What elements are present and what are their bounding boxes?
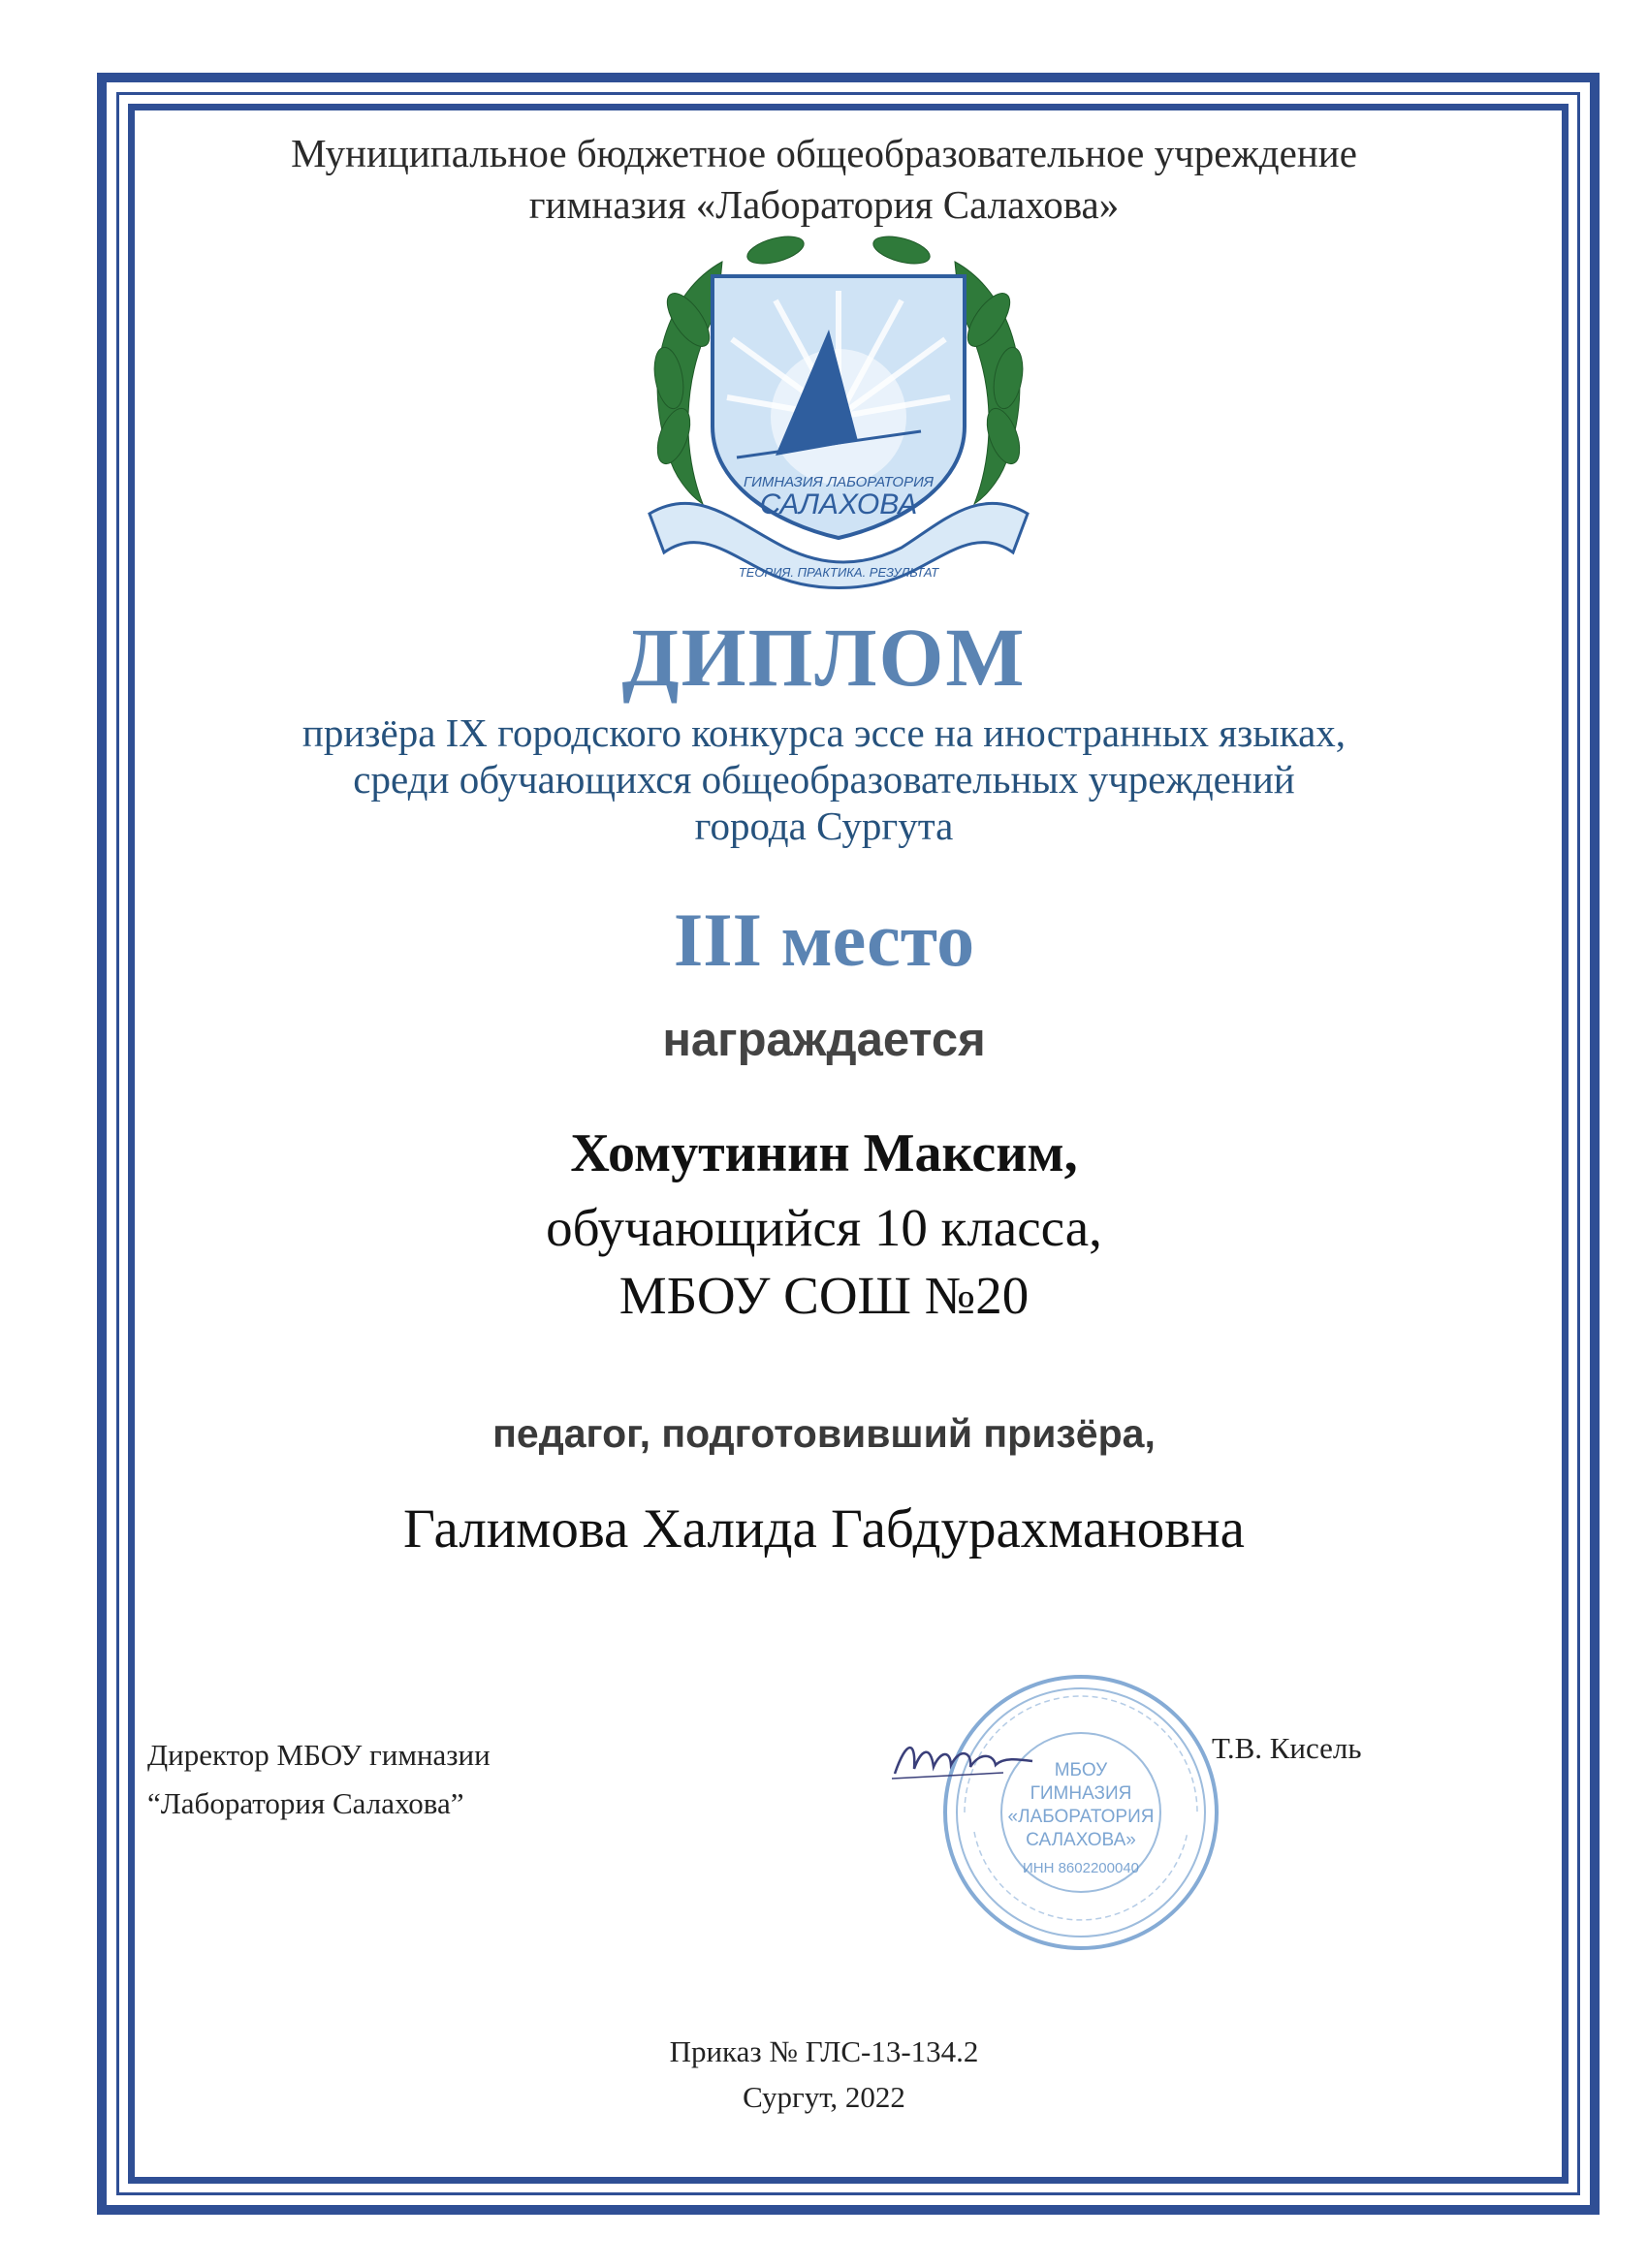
stamp-line-3: «ЛАБОРАТОРИЯ [1007,1807,1155,1827]
subtitle-line-2: среди обучающихся общеобразовательных учреждений [353,757,1295,802]
diploma-title: ДИПЛОМ [621,611,1027,704]
diploma-subtitle [0,709,1648,849]
emblem-name-main: САЛАХОВА [759,488,918,520]
recipient-name: Хомутинин Максим, [570,1123,1078,1183]
awarded-caption: награждается [662,1014,986,1066]
recipient-grade: обучающийся 10 класса, [546,1198,1102,1257]
teacher-name: Галимова Халида Габдурахмановна [403,1498,1245,1559]
award-place: III место [673,898,975,982]
gymnasium-emblem-logo [630,233,1047,601]
stamp-line-2: ГИМНАЗИЯ [1030,1783,1132,1804]
organization-line-2: гимназия «Лаборатория Салахова» [528,182,1120,227]
director-title-line-2: “Лаборатория Салахова” [147,1786,464,1820]
director-name: Т.В. Кисель [1212,1731,1362,1765]
organization-header [0,128,1648,231]
subtitle-line-3: города Сургута [694,803,954,848]
stamp-line-4: САЛАХОВА» [1026,1830,1136,1850]
recipient-school: МБОУ СОШ №20 [618,1266,1030,1325]
recipient-details [0,1194,1648,1330]
organization-line-1: Муниципальное бюджетное общеобразовательное учреждение [291,131,1357,175]
director-signature [887,1730,1042,1788]
subtitle-line-1: призёра IX городского конкурса эссе на иностранных языках, [301,710,1347,755]
teacher-caption: педагог, подготовивший призёра, [492,1411,1156,1456]
stamp-line-1: МБОУ [1054,1760,1108,1780]
director-title-line-1: Директор МБОУ гимназии [147,1738,491,1772]
order-number: Приказ № ГЛС-13-134.2 [669,2034,979,2068]
official-round-stamp [935,1667,1226,1958]
emblem-name-top: ГИМНАЗИЯ ЛАБОРАТОРИЯ [743,474,935,490]
stamp-inn: ИНН 8602200040 [1022,1860,1140,1876]
place-and-year: Сургут, 2022 [743,2080,905,2114]
director-title [147,1731,491,1828]
emblem-motto: ТЕОРИЯ. ПРАКТИКА. РЕЗУЛЬТАТ [738,565,939,580]
footer [0,2029,1648,2120]
